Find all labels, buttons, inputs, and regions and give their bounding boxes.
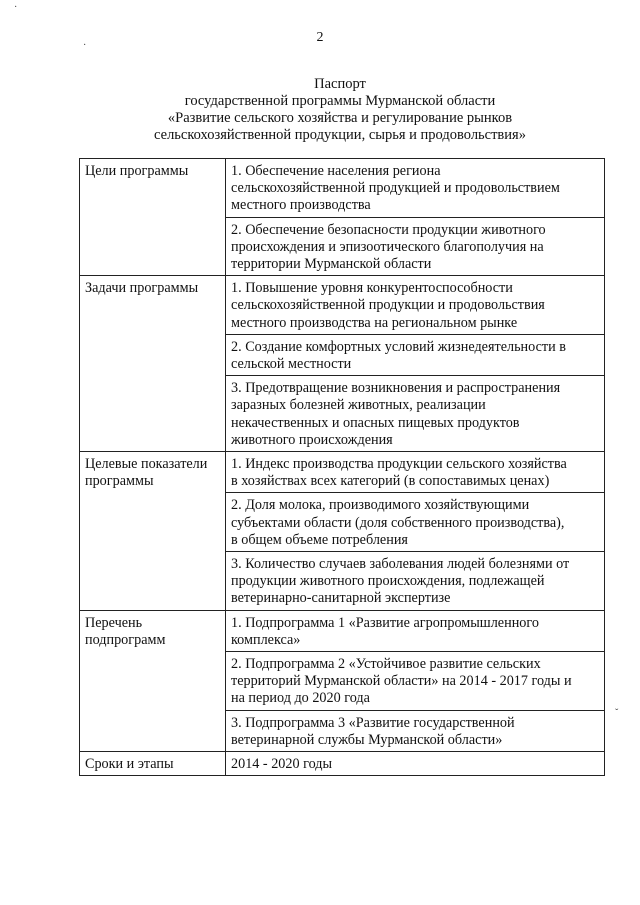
section-item (226, 610, 605, 651)
item-line: 2014 - 2020 годы (231, 756, 333, 773)
item-line: некачественных и опасных пищевых продуктов (231, 414, 520, 431)
table-row (80, 452, 605, 493)
passport-table (79, 158, 605, 776)
section-label: Цели программы (80, 159, 226, 276)
section-item (226, 217, 605, 276)
item-line: 1. Повышение уровня конкурентоспособности (231, 280, 513, 297)
item-line: 1. Подпрограмма 1 «Развитие агропромышленного (231, 614, 539, 631)
item-line: животного происхождения (231, 431, 393, 448)
section-item (226, 552, 605, 611)
section-item (226, 452, 605, 493)
scan-artifact: ˇ (615, 708, 619, 719)
page-number: 2 (316, 30, 324, 45)
section-label: Целевые показатели программы (80, 452, 226, 611)
item-line: сельской местности (231, 356, 352, 373)
item-line: ветеринарно-санитарной экспертизе (231, 590, 451, 607)
item-line: 2. Доля молока, производимого хозяйствующими (231, 497, 530, 514)
scan-artifact: · (83, 40, 87, 51)
item-line: происхождения и эпизоотического благополучия на (231, 238, 544, 255)
section-item (226, 159, 605, 218)
item-line: 1. Обеспечение населения региона (231, 163, 441, 179)
section-label: Сроки и этапы (80, 752, 226, 776)
title-line: государственной программы Мурманской области (184, 93, 496, 109)
item-line: территории Мурманской области (231, 256, 432, 273)
item-line: заразных болезней животных, реализации (231, 397, 486, 414)
item-line: сельскохозяйственной продукцией и продовольствием (231, 180, 560, 197)
section-item (226, 376, 605, 452)
scan-artifact: · (14, 2, 18, 13)
item-line: ветеринарной службы Мурманской области» (231, 731, 503, 748)
item-line: 1. Индекс производства продукции сельского хозяйства (231, 456, 567, 473)
section-item (226, 652, 605, 711)
table-row (80, 276, 605, 335)
item-line: 2. Подпрограмма 2 «Устойчивое развитие сельских (231, 656, 541, 673)
item-line: на период до 2020 года (231, 690, 370, 707)
section-label: Перечень подпрограмм (80, 610, 226, 751)
document-title (60, 76, 620, 144)
title-line: «Развитие сельского хозяйства и регулирование рынков (167, 110, 513, 126)
title-line: сельскохозяйственной продукции, сырья и продовольствия» (154, 127, 526, 143)
section-item (226, 752, 605, 776)
item-line: продукции животного происхождения, подлежащей (231, 573, 545, 590)
section-item (226, 334, 605, 375)
table-row (80, 752, 605, 776)
table-row (80, 610, 605, 651)
passport-table-body (80, 159, 605, 776)
section-item (226, 710, 605, 751)
item-line: 2. Обеспечение безопасности продукции животного (231, 221, 546, 238)
item-line: 2. Создание комфортных условий жизнедеятельности в (231, 338, 566, 355)
section-label: Задачи программы (80, 276, 226, 452)
item-line: местного производства на региональном рынке (231, 314, 518, 331)
section-item (226, 493, 605, 552)
item-line: 3. Подпрограмма 3 «Развитие государственной (231, 714, 515, 731)
item-line: в хозяйствах всех категорий (в сопоставимых ценах) (231, 473, 550, 490)
section-item (226, 276, 605, 335)
item-line: в общем объеме потребления (231, 531, 408, 548)
title-line: Паспорт (314, 76, 366, 92)
item-line: 3. Количество случаев заболевания людей болезнями от (231, 556, 570, 573)
item-line: комплекса» (231, 631, 301, 648)
item-line: 3. Предотвращение возникновения и распространения (231, 380, 561, 397)
table-row (80, 159, 605, 218)
item-line: местного производства (231, 197, 371, 214)
item-line: субъектами области (доля собственного производства), (231, 514, 565, 531)
item-line: сельскохозяйственной продукции и продовольствия (231, 297, 545, 314)
item-line: территорий Мурманской области» на 2014 - 2017 годы и (231, 673, 572, 690)
